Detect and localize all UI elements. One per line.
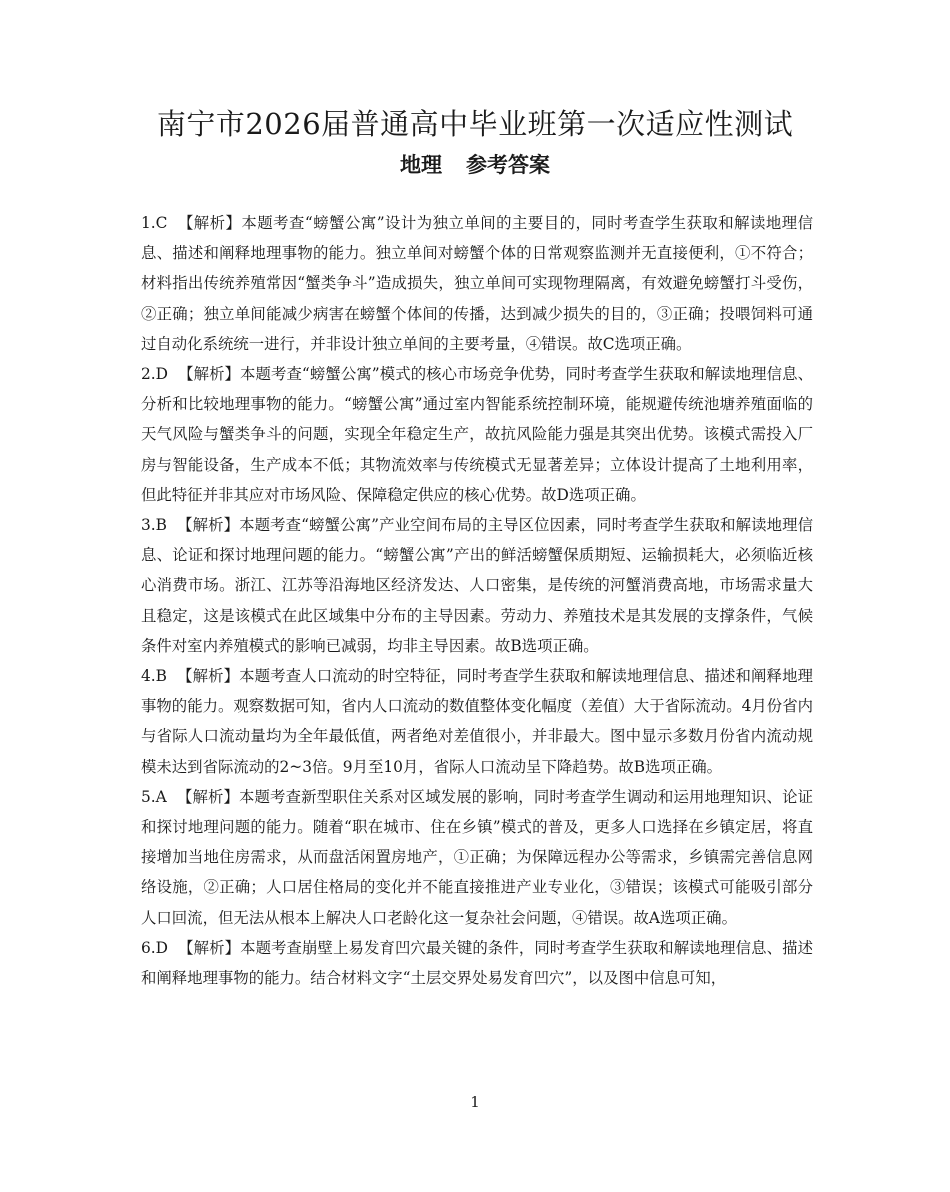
analysis-tag: 【解析】 — [176, 787, 240, 806]
answer-number: 6.D — [141, 938, 169, 957]
subject-label: 地理 — [400, 152, 442, 177]
answer-item-6 — [141, 933, 813, 993]
analysis-tag: 【解析】 — [177, 516, 240, 535]
answer-number: 3.B — [141, 516, 167, 535]
document-subtitle — [0, 150, 950, 180]
answer-number: 1.C — [141, 214, 168, 232]
answer-number: 5.A — [141, 787, 167, 806]
answer-text: 本题考查崩壁上易发育凹穴最关键的条件，同时考查学生获取和解读地理信息、描述和阐释地理事物的能力。结合材料文字“土层交界处易发育凹穴”，以及图中信息可知， — [141, 938, 813, 988]
answer-item-3 — [141, 510, 813, 661]
answer-text: 本题考查人口流动的时空特征，同时考查学生获取和解读地理信息、描述和阐释地理事物的能力。观察数据可知，省内人口流动的数值整体变化幅度（差值）大于省际流动。4月份省内与省际人口流动量均为全年最低值，两者绝对差值很小，并非最大。图中显示多数月份省内流动规模未达到省际流动的2~3倍。9月至10月，省际人口流动呈下降趋势。故B选项正确。 — [141, 667, 813, 776]
document-title: 南宁市2026届普通高中毕业班第一次适应性测试 — [156, 107, 794, 141]
analysis-tag: 【解析】 — [178, 938, 241, 957]
answer-text: 本题考查“螃蟹公寓”模式的核心市场竞争优势，同时考查学生获取和解读地理信息、分析和比较地理事物的能力。“螃蟹公寓”通过室内智能系统控制环境，能规避传统池塘养殖面临的天气风险与蟹类争斗的问题，实现全年稳定生产，故抗风险能力强是其突出优势。该模式需投入厂房与智能设备，生产成本不低；其物流效率与传统模式无显著差异；立体设计提高了土地利用率，但此特征并非其应对市场风险、保障稳定供应的核心优势。故D选项正确。 — [141, 365, 813, 504]
answer-number: 4.B — [141, 667, 167, 686]
answer-text: 本题考查新型职住关系对区域发展的影响，同时考查学生调动和运用地理知识、论证和探讨地理问题的能力。随着“职在城市、住在乡镇”模式的普及，更多人口选择在乡镇定居，将直接增加当地住房需求，从而盘活闲置房地产，①正确；为保障远程办公等需求，乡镇需完善信息网络设施，②正确；人口居住格局的变化并不能直接推进产业专业化，③错误；该模式可能吸引部分人口回流，但无法从根本上解决人口老龄化这一复杂社会问题，④错误。故A选项正确。 — [141, 787, 813, 927]
answer-text: 本题考查“螃蟹公寓”产业空间布局的主导区位因素，同时考查学生获取和解读地理信息、论证和探讨地理问题的能力。“螃蟹公寓”产出的鲜活螃蟹保质期短、运输损耗大，必须临近核心消费市场。浙江、江苏等沿海地区经济发达、人口密集，是传统的河蟹消费高地，市场需求量大且稳定，这是该模式在此区域集中分布的主导因素。劳动力、养殖技术是其发展的支撑条件，气候条件对室内养殖模式的影响已减弱，均非主导因素。故B选项正确。 — [141, 516, 813, 655]
analysis-tag: 【解析】 — [177, 667, 240, 686]
page-number: 1 — [470, 1093, 480, 1111]
answer-number: 2.D — [141, 365, 169, 384]
analysis-tag: 【解析】 — [178, 365, 241, 384]
answer-item-5 — [141, 782, 813, 933]
analysis-tag: 【解析】 — [177, 214, 242, 232]
answer-item-2 — [141, 359, 813, 510]
answer-item-1 — [141, 208, 813, 359]
subtitle-label: 参考答案 — [466, 152, 550, 177]
answer-item-4 — [141, 661, 813, 782]
answer-list — [141, 208, 813, 993]
answer-text: 本题考查“螃蟹公寓”设计为独立单间的主要目的，同时考查学生获取和解读地理信息、描述和阐释地理事物的能力。独立单间对螃蟹个体的日常观察监测并无直接便利，①不符合；材料指出传统养殖常因“蟹类争斗”造成损失，独立单间可实现物理隔离，有效避免螃蟹打斗受伤，②正确；独立单间能减少病害在螃蟹个体间的传播，达到减少损失的目的，③正确；投喂饲料可通过自动化系统统一进行，并非设计独立单间的主要考量，④错误。故C选项正确。 — [141, 214, 813, 353]
